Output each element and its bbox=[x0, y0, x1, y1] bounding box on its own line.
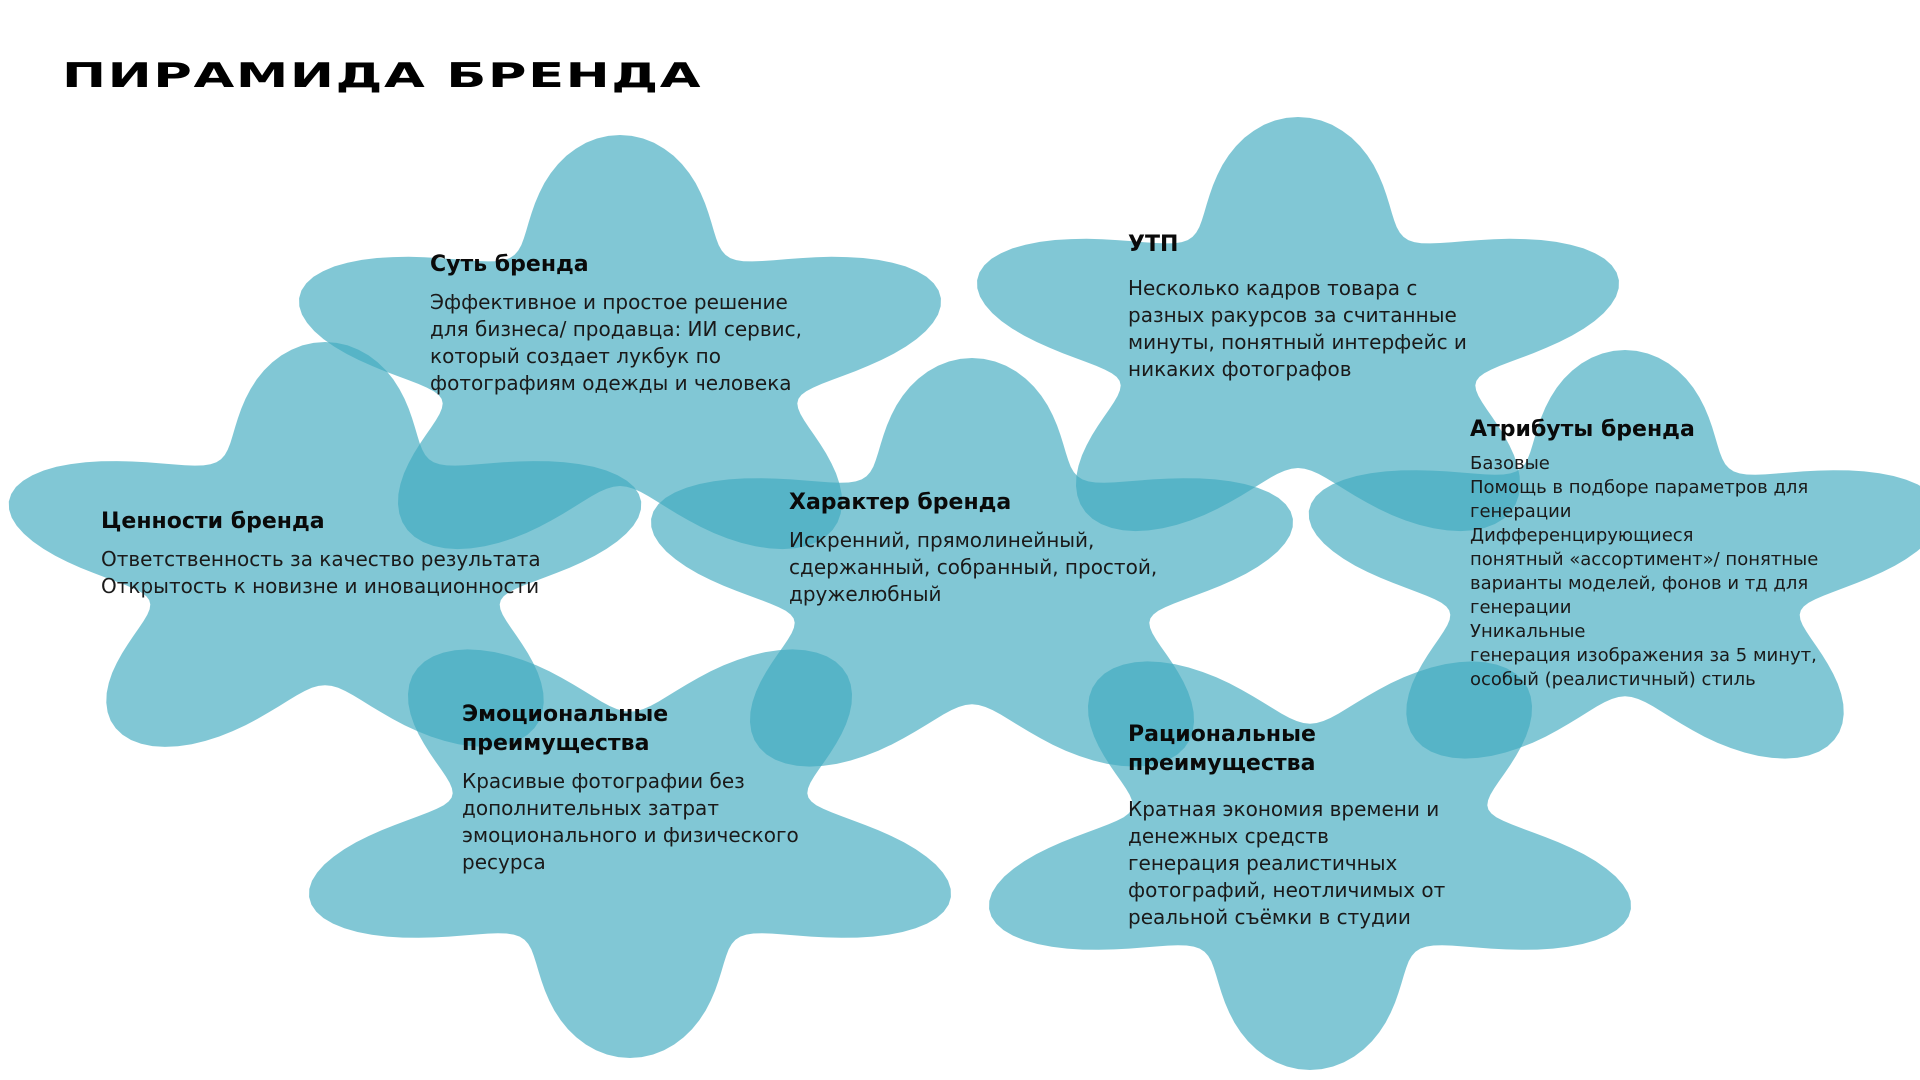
block-heading: Атрибуты бренда bbox=[1470, 417, 1695, 442]
block-brand-attributes bbox=[1470, 415, 1818, 692]
block-brand-character bbox=[789, 488, 1157, 608]
block-usp bbox=[1128, 230, 1467, 383]
block-heading: Ценности бренда bbox=[101, 509, 325, 534]
block-text: Кратная экономия времени и денежных средств генерация реалистичных фотографий, неотличимых от реальной съёмки в студии bbox=[1128, 797, 1446, 929]
block-heading: Характер бренда bbox=[789, 490, 1012, 515]
block-heading: Рациональные преимущества bbox=[1128, 722, 1316, 776]
block-text: Эффективное и простое решение для бизнеса/ продавца: ИИ сервис, который создает лукбук по фотографиям одежды и человека bbox=[430, 290, 802, 395]
block-brand-values bbox=[101, 507, 541, 600]
block-text: Красивые фотографии без дополнительных затрат эмоционального и физического ресурса bbox=[462, 769, 799, 874]
block-text: Несколько кадров товара с разных ракурсов за считанные минуты, понятный интерфейс и никаких фотографов bbox=[1128, 276, 1467, 381]
block-heading: УТП bbox=[1128, 232, 1179, 257]
block-heading: Эмоциональные преимущества bbox=[462, 702, 669, 756]
block-rational-benefits bbox=[1128, 720, 1445, 931]
block-text: Базовые Помощь в подборе параметров для генерации Дифференцирующиеся понятный «ассортимент»/ понятные варианты моделей, фонов и тд для генерации Уникальные генерация изображения за 5 минут, особый (реалистичный) стиль bbox=[1470, 453, 1819, 690]
page-title: ПИРАМИДА БРЕНДА bbox=[62, 56, 703, 96]
block-heading: Суть бренда bbox=[430, 252, 589, 277]
block-emotional-benefits bbox=[462, 700, 799, 876]
block-text: Искренний, прямолинейный, сдержанный, собранный, простой, дружелюбный bbox=[789, 528, 1158, 606]
block-brand-essence bbox=[430, 250, 802, 397]
block-text: Ответственность за качество результата Открытость к новизне и иновационности bbox=[101, 547, 541, 598]
